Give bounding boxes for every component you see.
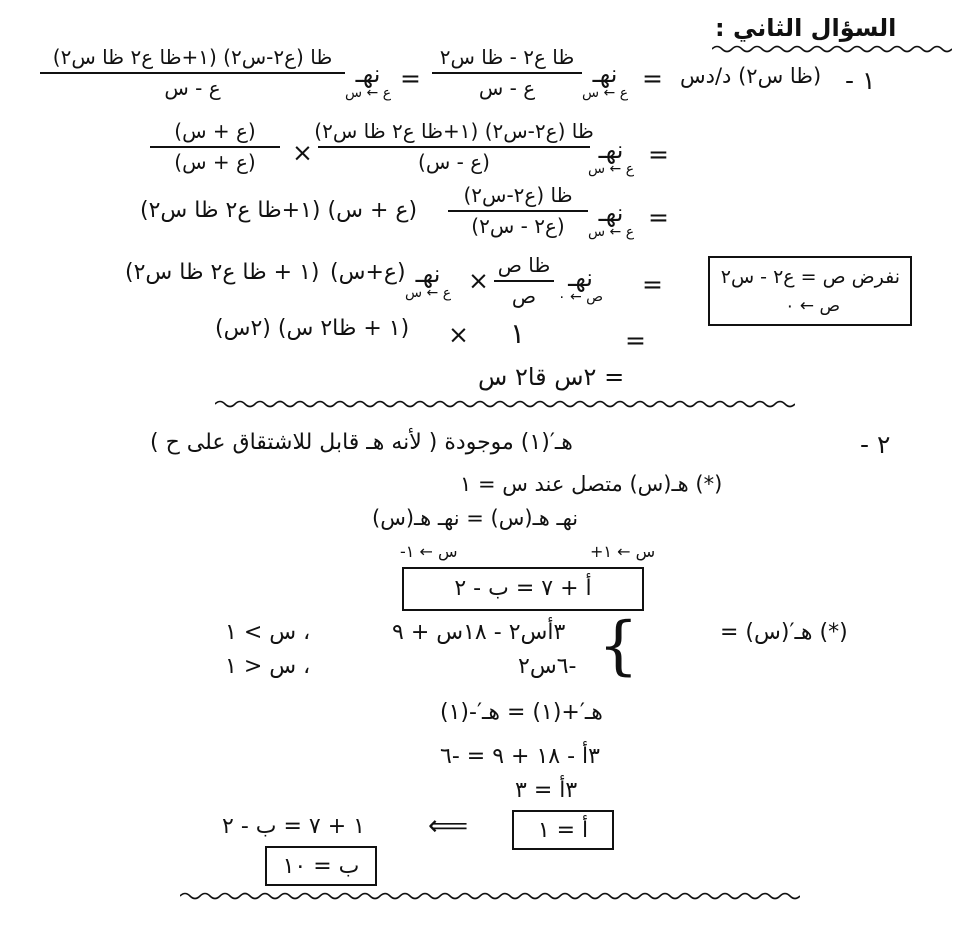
- section-title: السؤال الثاني :: [715, 14, 897, 42]
- q1-line4-times: ×: [468, 266, 489, 295]
- q1-line4-fraction: ظا ص ص: [494, 254, 554, 308]
- q1-line2-times: ×: [292, 138, 313, 167]
- q1-line6-result: = ٢س قا٢ س: [478, 363, 625, 391]
- q2-line4-left: س ← ١-: [400, 542, 458, 561]
- q1-limit-2: نهـ ع ← س: [345, 60, 392, 101]
- q1-line5-eq: =: [625, 326, 646, 355]
- q1-line4-limit-a: نهـ ص ← ٠: [558, 264, 604, 305]
- q2-case2-expr: -٦س٢: [518, 654, 577, 679]
- boxed-equation-2: أ = ١: [512, 810, 614, 850]
- q2-line7: ٣أ - ١٨ + ٩ = -٦: [440, 744, 600, 769]
- q1-fraction-1: [432, 46, 582, 100]
- q1-line3-tail: (١+ظا ع٢ ظا س٢) (ع + س): [140, 198, 418, 223]
- q2-line3: نهـ هـ(س) = نهـ هـ(س): [372, 506, 579, 530]
- piecewise-brace: {: [598, 609, 639, 683]
- divider-wave-1: [215, 398, 795, 410]
- q2-case2-cond: ، س < ١: [225, 654, 311, 679]
- q1-derivative: (ظا س٢) د/دس: [680, 64, 822, 88]
- q1-eq-2: =: [400, 64, 421, 93]
- divider-wave-2: [180, 890, 800, 902]
- title-underline: [712, 44, 952, 54]
- limit-word: نهـ: [592, 60, 618, 88]
- implies-arrow: ⟸: [428, 809, 469, 842]
- q1-line2-fraction-b: (ع + س) (ع + س): [150, 120, 280, 174]
- q2-line5-label: (*) هـ′(س) =: [720, 620, 848, 645]
- fraction-numerator: ظا ع٢ - ظا س٢: [439, 45, 575, 69]
- q1-line3-fraction: ظا (ع٢-س٢) (ع٢ - س٢): [448, 184, 588, 238]
- q1-number: ١ -: [845, 66, 876, 95]
- q2-line4-right: س ← ١+: [590, 542, 656, 561]
- q2-line1: هـ′(١) موجودة ( لأنه هـ قابل للاشتقاق على ح ): [150, 430, 573, 455]
- q1-line4-tail: (١ + ظا ع٢ ظا س٢): [125, 260, 320, 285]
- q2-case1-expr: ٣أس٢ - ١٨س + ٩: [392, 620, 566, 645]
- q1-line5-times: ×: [448, 320, 469, 349]
- q1-fraction-2: ظا (ع٢-س٢) (١+ظا ع٢ ظا س٢) ع - س: [40, 46, 345, 100]
- q1-limit-1: [582, 62, 628, 101]
- q2-number: ٢ -: [860, 430, 891, 459]
- q1-line4-mid: (ع+س): [330, 260, 406, 285]
- q1-line4-eq: =: [642, 270, 663, 299]
- q2-line6: هـ′+(١) = هـ′-(١): [440, 700, 603, 725]
- assumption-box: [708, 256, 912, 326]
- q2-line8: ٣أ = ٣: [515, 778, 578, 803]
- q1-line2-fraction-a: ظا (ع٢-س٢) (١+ظا ع٢ ظا س٢) (ع - س): [314, 119, 594, 174]
- boxed-equation-1: أ + ٧ = ب - ٢: [402, 567, 644, 611]
- fraction-denominator: ع - س: [478, 76, 536, 100]
- q1-line5-one: ١: [510, 317, 526, 350]
- q2-line9: ١ + ٧ = ب - ٢: [222, 814, 365, 839]
- q1-eq-1: =: [642, 64, 663, 93]
- assumption-line1: نفرض ص = ع٢ - س٢: [720, 266, 900, 288]
- q2-case1-cond: ، س > ١: [225, 620, 311, 645]
- q1-line2-limit: نهـ ع ← س: [588, 136, 635, 177]
- q1-line4-limit-b: نهـ ع ← س: [405, 260, 452, 301]
- q1-line3-limit: نهـ ع ← س: [588, 199, 635, 240]
- q1-line3-eq: =: [648, 203, 669, 232]
- boxed-equation-3: ب = ١٠: [265, 846, 377, 886]
- q1-line2-eq: =: [648, 140, 669, 169]
- q2-line2: (*) هـ(س) متصل عند س = ١: [460, 472, 723, 496]
- q1-line5-tail: (٢س) (١ + ظا٢ س): [215, 316, 410, 341]
- limit-subscript: ع ← س: [582, 85, 629, 101]
- assumption-line2: ص ← ٠: [785, 296, 840, 316]
